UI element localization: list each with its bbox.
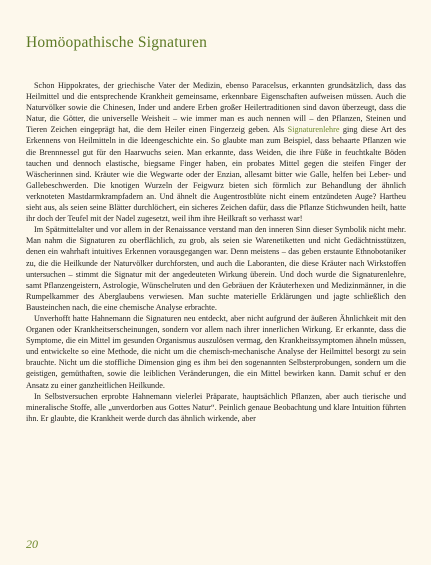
paragraph-3: Unverhofft hatte Hahnemann die Signaturen neu entdeckt, aber nicht aufgrund der äußeren Ähnlichkeit mit den Organen oder Krankheitserscheinungen, sondern vor allem nach ihrer innerlichen Wirkung. Er erkannte, dass die Symptome, die ein Mittel im gesunden Organismus auszulösen vermag, den Krankheitssymptomen ähneln müssen, und entwickelte so eine Methode, die nicht um die chemisch-mechanische Analyse der Heilmittel besorgt zu sein brauchte. Nicht um die stoffliche Dimension ging es ihm bei den sogenannten Selbsterprobungen, sondern um die geistigen, gemüthaften, sowie die leiblichen Veränderungen, die ein Mittel bewirken kann. Damit schuf er den Ansatz zu einer ganzheitlichen Heilkunde. <box>26 313 406 390</box>
paragraph-1-before: Schon Hippokrates, der griechische Vater der Medizin, ebenso Paracelsus, erkannten grundsätzlich, dass das Heilmittel und die entsprechende Krankheit gemeinsame, erkennbare Eigenschaften aufweisen müssen. Auch die Naturvölker sowie die Chinesen, Inder und andere Erben großer Heilertraditionen sind davon überzeugt, dass die Natur, die Götter, die universelle Weisheit – wie immer man es auch nennen will – den Pflanzen, Steinen und Tieren Zeichen eingeprägt hat, die dem Heiler einen Fingerzeig geben. Als <box>26 81 406 135</box>
paragraph-1 <box>26 80 406 224</box>
page-number: 20 <box>26 537 38 551</box>
body-text <box>26 80 406 424</box>
paragraph-2: Im Spätmittelalter und vor allem in der Renaissance verstand man den inneren Sinn dieser Symbolik nicht mehr. Man nahm die Signaturen zu oberflächlich, zu grob, als seien sie Warenetiketten und nicht Gedächtnisstützen, denen ein wahrhaft intuitives Erkennen vorausgegangen war. Denn meistens – das geben erstaunte Ethnobotaniker zu, die die Heilkunde der Naturvölker durchforsten, und auch die Laboranten, die diese Kräuter nach Wirkstoffen untersuchen – stimmt die Signatur mit der angedeuteten Wirkung überein. Und doch wurde die Signaturenlehre, samt Pflanzengeistern, Astrologie, Wünschelruten und den Gebräuen der Kräuterhexen und Medizinmänner, in die Rumpelkammer des Aberglaubens verwiesen. Man suchte materielle Erklärungen und jagte schließlich den Bausteinchen nach, die eine chemische Analyse erbrachte. <box>26 225 406 312</box>
keyword-signaturenlehre: Signaturenlehre <box>287 125 340 135</box>
page-title: Homöopathische Signaturen <box>26 34 208 51</box>
paragraph-4: In Selbstversuchen erprobte Hahnemann vielerlei Präparate, hauptsächlich Pflanzen, aber auch tierische und mineralische Stoffe, alle „unverdorben aus Gottes Natur“. Peinlich genaue Beobachtung und klare Intuition führten ihn. Er glaubte, die Krankheit werde durch das ähnlich wirkende, aber <box>26 391 406 423</box>
paragraph-1-after: ging diese Art des Erkennens von Heilmitteln in die Ideengeschichte ein. So glaubte man zum Beispiel, dass behaarte Pflanzen wie die Brennnessel gut für den Haarwuchs seien. Man erkannte, dass Weiden, die ihre Füße in feuchtkalte Böden tauchen und dennoch elastische, biegsame Finger haben, ein probates Mittel gegen die steifen Finger der Wäscherinnen sind. Kräuter wie die Wegwarte oder der Enzian, allesamt bitter wie Galle, helfen bei Leber- und Gallebeschwerden. Die knotigen Wurzeln der Feigwurz bieten sich förmlich zur Behandlung der ähnlich verknoteten Mastdarmkrampfadern an. Und ähnelt die Augentrostblüte nicht einem entzündeten Auge? Hartheu sieht aus, als seien seine Blätter durchlöchert, ein sicheres Zeichen dafür, dass die Pflanze Stichwunden heilt, hatte ihr doch der Teufel mit der Nadel zugesetzt, weil ihm ihre Heilkraft so verhasst war! <box>26 125 406 224</box>
